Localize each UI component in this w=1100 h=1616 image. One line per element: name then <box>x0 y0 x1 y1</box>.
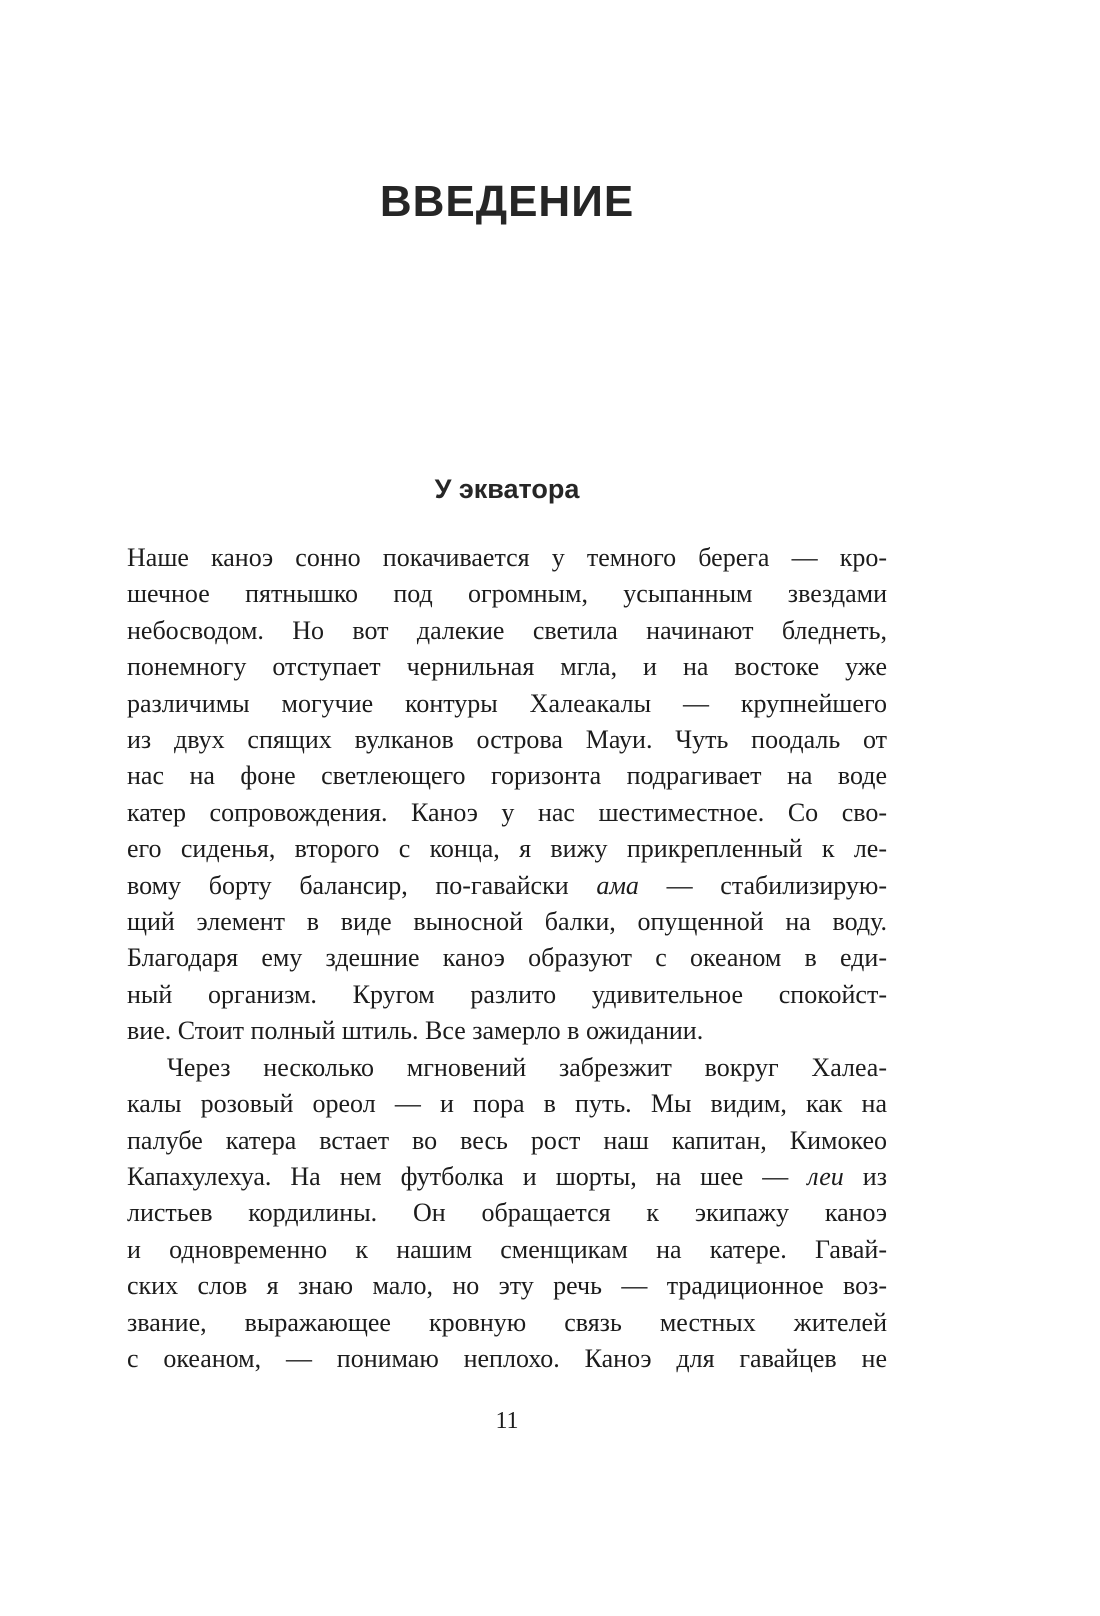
text-line: Через несколько мгновений забрезжит вокруг Халеа- <box>167 1052 887 1082</box>
text-line: шечное пятнышко под огромным, усыпанным звездами <box>127 579 887 609</box>
text-line: Наше каноэ сонно покачивается у темного берега — кро- <box>127 543 887 572</box>
text-line: понемногу отступает чернильная мгла, и на востоке уже <box>127 652 887 682</box>
text-column <box>127 0 887 1435</box>
section-subtitle: У экватора <box>434 474 580 504</box>
page-number: 11 <box>495 1408 519 1435</box>
paragraph <box>127 540 887 1050</box>
chapter-title: ВВЕДЕНИЕ <box>379 177 635 226</box>
text-line: калы розовый ореол — и пора в путь. Мы видим, как на <box>127 1089 887 1119</box>
text-line: вие. Стоит полный штиль. Все замерло в ожидании. <box>127 1016 704 1046</box>
text-line: щий элемент в виде выносной балки, опущенной на воду. <box>127 907 887 937</box>
text-line: катер сопровождения. Каноэ у нас шестиместное. Со сво- <box>127 797 887 827</box>
text-line: небосводом. Но вот далекие светила начинают бледнеть, <box>127 615 887 645</box>
text-line: из двух спящих вулканов острова Мауи. Чуть поодаль от <box>127 725 887 755</box>
text-line: Благодаря ему здешние каноэ образуют с океаном в еди- <box>127 943 887 973</box>
text-line: листьев кордилины. Он обращается к экипажу каноэ <box>127 1198 887 1228</box>
text-line: звание, выражающее кровную связь местных жителей <box>127 1307 887 1337</box>
body-text <box>127 540 887 1377</box>
text-line: различимы могучие контуры Халеакалы — крупнейшего <box>127 688 887 718</box>
text-line: нас на фоне светлеющего горизонта подрагивает на воде <box>127 761 887 791</box>
text-line: с океаном, — понимаю неплохо. Каноэ для гавайцев не <box>127 1343 887 1373</box>
text-line: Капахулехуа. На нем футболка и шорты, на шее — леи из <box>127 1161 887 1191</box>
text-line: ских слов я знаю мало, но эту речь — традиционное воз- <box>127 1271 887 1301</box>
text-line: и одновременно к нашим сменщикам на катере. Гавай- <box>127 1234 887 1264</box>
text-line: его сиденья, второго с конца, я вижу прикрепленный к ле- <box>127 834 887 864</box>
text-line: вому борту балансир, по-гавайски ама — стабилизирую- <box>127 870 888 900</box>
paragraph <box>127 1050 887 1378</box>
text-line: ный организм. Кругом разлито удивительное спокойст- <box>127 979 887 1009</box>
text-line: палубе катера встает во весь рост наш капитан, Кимокео <box>127 1125 887 1155</box>
